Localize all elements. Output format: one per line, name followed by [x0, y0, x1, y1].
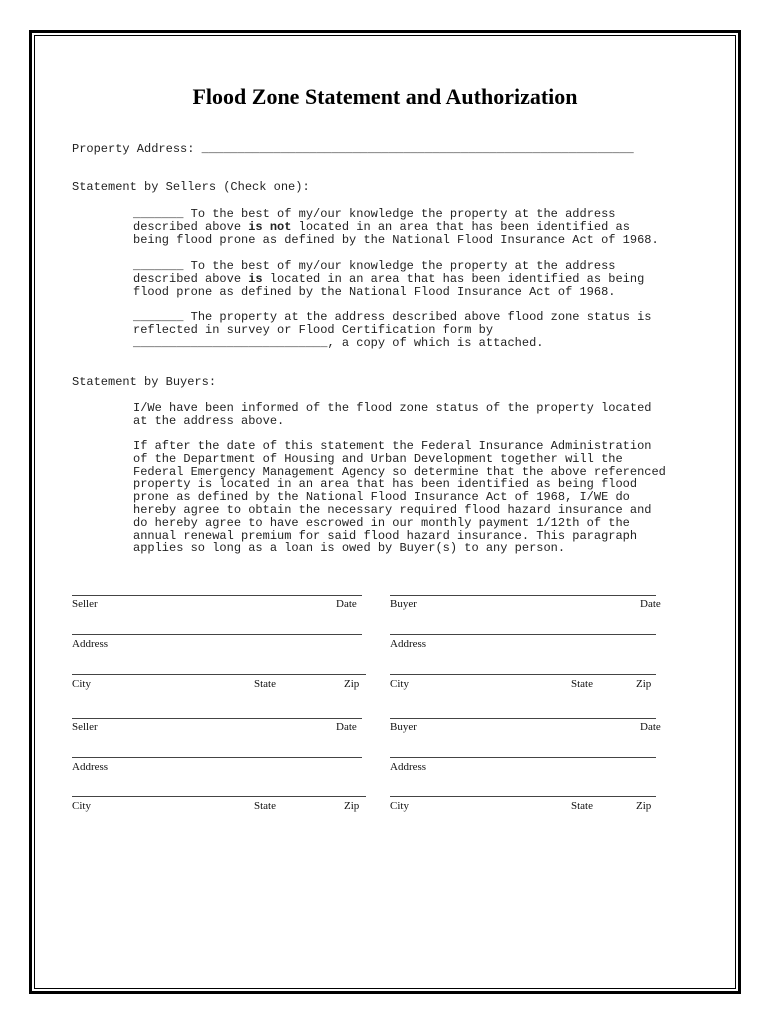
checkbox-blank-1[interactable]: _______ — [133, 207, 184, 221]
seller-option-not-flood-zone: _______ To the best of my/our knowledge the property at the address described above is not located in an area that has been identified as being flood prone as defined by the National Flood Insurance Act of 1968. — [133, 207, 659, 247]
buyer-1-city-line[interactable] — [390, 674, 656, 675]
buyer-1-date-label: Date — [640, 598, 661, 610]
seller-option-in-flood-zone: _______ To the best of my/our knowledge the property at the address described above is located in an area that has been identified as being flood prone as defined by the National Flood Insurance Act of 1968. — [133, 259, 645, 299]
seller-1-label: Seller — [72, 598, 98, 610]
buyer-1-city-label: City — [390, 678, 409, 690]
buyer-2-address-line[interactable] — [390, 757, 656, 758]
buyer-1-address-line[interactable] — [390, 634, 656, 635]
buyer-1-state-label: State — [571, 678, 593, 690]
document-title: Flood Zone Statement and Authorization — [192, 84, 578, 109]
seller-option-survey: _______ The property at the address described above flood zone status is reflected in survey or Flood Certification form by ___________________________, a copy of which is attached. — [133, 310, 652, 350]
seller-2-date-label: Date — [336, 721, 357, 733]
buyers-heading: Statement by Buyers: — [72, 375, 217, 389]
buyer-2-city-label: City — [390, 800, 409, 812]
seller-2-label: Seller — [72, 721, 98, 733]
seller-2-city-line[interactable] — [72, 796, 366, 797]
buyer-2-signature-line[interactable] — [390, 718, 656, 719]
seller-2-address-label: Address — [72, 761, 109, 773]
buyer-2-city-line[interactable] — [390, 796, 656, 797]
checkbox-blank-3[interactable]: _______ — [133, 310, 184, 324]
seller-1-state-label: State — [254, 678, 276, 690]
buyer-1-label: Buyer — [390, 598, 417, 610]
certifier-name-field[interactable]: ___________________________ — [133, 335, 328, 350]
buyers-paragraph-1: I/We have been informed of the flood zone status of the property located at the address above. — [133, 401, 652, 428]
property-address-line — [72, 143, 634, 156]
property-address-field[interactable]: ____________________________________________________________ — [201, 142, 634, 156]
property-address-label: Property Address: — [72, 142, 195, 156]
seller-2-city-label: City — [72, 800, 91, 812]
buyer-2-date-label: Date — [640, 721, 661, 733]
buyer-1-signature-line[interactable] — [390, 595, 656, 596]
seller-1-signature-line[interactable] — [72, 595, 362, 596]
seller-2-address-line[interactable] — [72, 757, 362, 758]
buyer-2-label: Buyer — [390, 721, 417, 733]
seller-1-zip-label: Zip — [344, 678, 360, 690]
checkbox-blank-2[interactable]: _______ — [133, 259, 184, 273]
seller-1-city-line[interactable] — [72, 674, 366, 675]
buyer-2-zip-label: Zip — [636, 800, 652, 812]
buyer-2-state-label: State — [571, 800, 593, 812]
buyers-paragraph-2: If after the date of this statement the Federal Insurance Administration of the Department of Housing and Urban Development together will the Federal Emergency Management Agency so determine that the above referenced property is located in an area that has been identified as being flood prone as defined by the National Flood Insurance Act of 1968, I/WE do hereby agree to obtain the necessary required flood hazard insurance and do hereby agree to have escrowed in our monthly payment 1/12th of the annual renewal premium for said flood hazard insurance. This paragraph applies so long as a loan is owed by Buyer(s) to any person. — [133, 439, 666, 556]
seller-1-address-line[interactable] — [72, 634, 362, 635]
buyer-1-zip-label: Zip — [636, 678, 652, 690]
seller-1-city-label: City — [72, 678, 91, 690]
seller-2-zip-label: Zip — [344, 800, 360, 812]
buyer-1-address-label: Address — [390, 638, 427, 650]
seller-1-date-label: Date — [336, 598, 357, 610]
seller-2-state-label: State — [254, 800, 276, 812]
buyer-2-address-label: Address — [390, 761, 427, 773]
sellers-heading: Statement by Sellers (Check one): — [72, 180, 310, 194]
seller-2-signature-line[interactable] — [72, 718, 362, 719]
seller-1-address-label: Address — [72, 638, 109, 650]
